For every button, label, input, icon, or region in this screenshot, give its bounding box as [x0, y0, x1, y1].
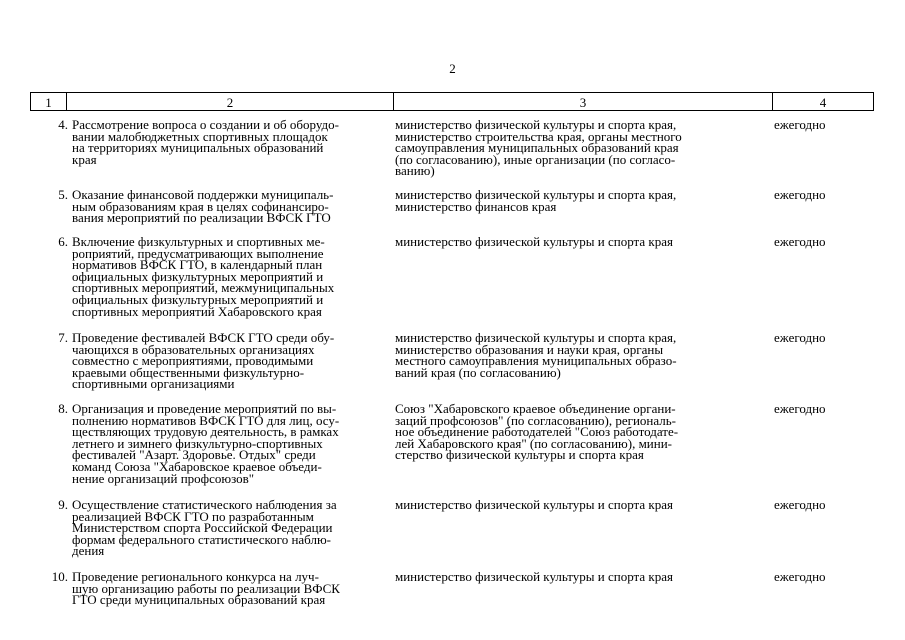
- deadline: ежегодно: [774, 234, 826, 249]
- activity-name: Проведение регионального конкурса на луч- шую организацию работы по реализации ВФСК ГТО среди муниципальных образований края: [72, 569, 340, 608]
- responsible-executor: министерство физической культуры и спорта края: [395, 569, 673, 584]
- column-number-header: [30, 92, 874, 111]
- row-number: 7.: [58, 330, 68, 345]
- row-number: 9.: [58, 497, 68, 512]
- activity-name: Включение физкультурных и спортивных ме- роприятий, предусматривающих выполнение нормативов ВФСК ГТО, в календарный план официальных физкультурных мероприятий и спортивных мероприятий, межмуниципальных официальных физкультурных мероприятий и спортивных мероприятий Хабаровского края: [72, 234, 335, 319]
- deadline: ежегодно: [774, 187, 826, 202]
- deadline: ежегодно: [774, 330, 826, 345]
- deadline: ежегодно: [774, 569, 826, 584]
- activity-name: Осуществление статистического наблюдения за реализацией ВФСК ГТО по разработанным Министерством спорта Российской Федерации формам федерального статистического наблю- дения: [72, 497, 337, 559]
- row-number: 6.: [58, 234, 68, 249]
- header-row: [31, 93, 874, 111]
- page-number: 2: [449, 61, 456, 76]
- row-number: 10.: [51, 569, 68, 584]
- deadline: ежегодно: [774, 497, 826, 512]
- responsible-executor: министерство физической культуры и спорта края, министерство строительства края, органы местного самоуправления муниципальных образований края (по согласованию), иные организации (по согласо- ванию): [395, 117, 682, 179]
- activity-name: Организация и проведение мероприятий по вы- полнению нормативов ВФСК ГТО для лиц, осу- ществляющих трудовую деятельность, в рамках летнего и зимнего физкультурно-спортивных фестивалей "Азарт. Здоровье. Отдых" среди команд Союза "Хабаровское краевое объеди- нение организаций профсоюзов": [72, 401, 340, 486]
- header-col-4: 4: [773, 93, 874, 111]
- activity-name: Оказание финансовой поддержки муниципаль- ным образованиям края в целях софинансиро- вания мероприятий по реализации ВФСК ГТО: [72, 187, 334, 226]
- responsible-executor: министерство физической культуры и спорта края, министерство финансов края: [395, 187, 677, 214]
- row-number: 8.: [58, 401, 68, 416]
- deadline: ежегодно: [774, 117, 826, 132]
- activity-name: Рассмотрение вопроса о создании и об оборудо- вании малобюджетных спортивных площадок на территориях муниципальных образований края: [72, 117, 339, 167]
- row-number: 5.: [58, 187, 68, 202]
- deadline: ежегодно: [774, 401, 826, 416]
- responsible-executor: Союз "Хабаровского краевое объединение органи- заций профсоюзов" (по согласованию), региональ- ное объединение работодателей "Союз работодате- лей Хабаровского края" (по согласованию), мини- стерство физической культуры и спорта края: [395, 401, 679, 463]
- header-col-1: 1: [31, 93, 67, 111]
- responsible-executor: министерство физической культуры и спорта края: [395, 234, 673, 249]
- header-col-2: 2: [67, 93, 394, 111]
- responsible-executor: министерство физической культуры и спорта края, министерство образования и науки края, органы местного самоуправления муниципальных образо- ваний края (по согласованию): [395, 330, 677, 380]
- row-number: 4.: [58, 117, 68, 132]
- responsible-executor: министерство физической культуры и спорта края: [395, 497, 673, 512]
- activity-name: Проведение фестивалей ВФСК ГТО среди обу- чающихся в образовательных организациях совместно с мероприятиями, проводимыми краевыми общественными физкультурно- спортивными организациями: [72, 330, 335, 392]
- header-col-3: 3: [394, 93, 773, 111]
